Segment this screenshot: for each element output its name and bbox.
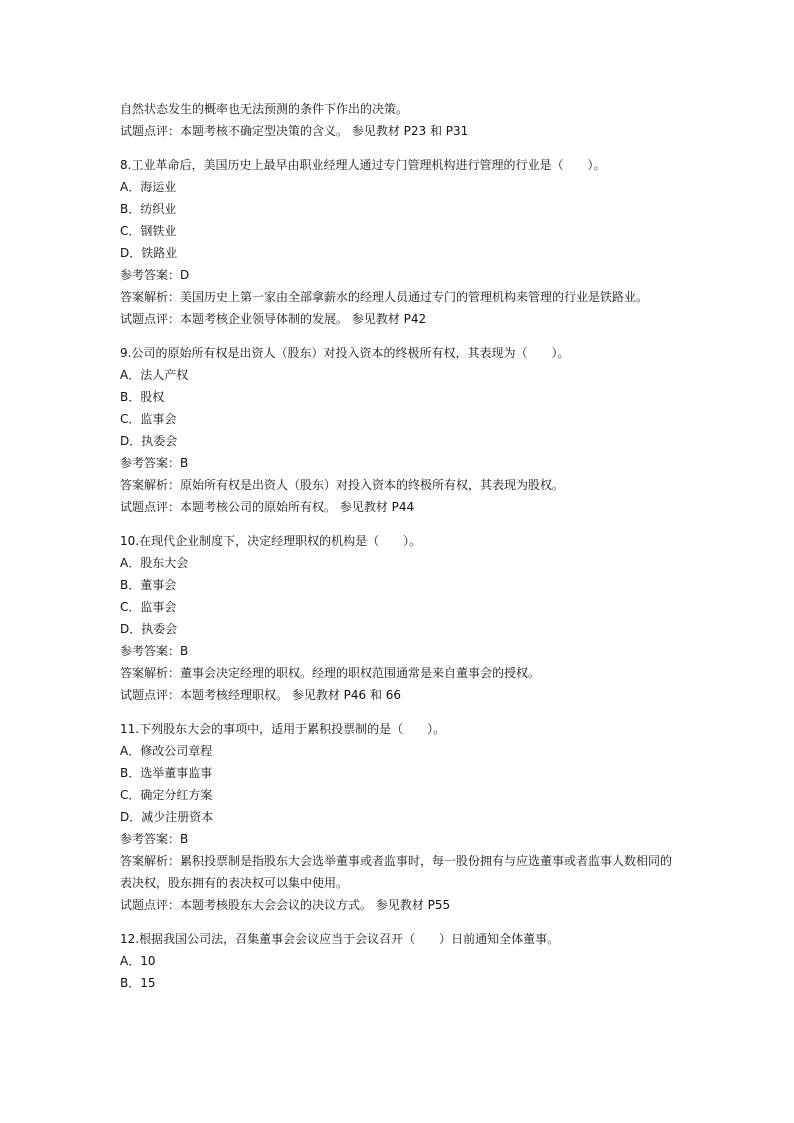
option-b: B．股权	[120, 390, 165, 404]
option-c: C．钢铁业	[120, 224, 177, 238]
question-comment: 试题点评：本题考核企业领导体制的发展。 参见教材 P42	[120, 312, 427, 326]
reference-answer: 参考答案：B	[120, 456, 189, 470]
intro-continuation: 自然状态发生的概率也无法预测的条件下作出的决策。	[120, 102, 409, 116]
reference-answer: 参考答案：D	[120, 268, 190, 282]
question-8	[120, 154, 680, 330]
answer-analysis: 答案解析：原始所有权是出资人（股东）对投入资本的终极所有权，其表现为股权。	[120, 478, 565, 492]
question-stem: 11.下列股东大会的事项中，适用于累积投票制的是（ ）。	[120, 722, 446, 736]
option-c: C．监事会	[120, 600, 177, 614]
question-comment: 试题点评：本题考核经理职权。 参见教材 P46 和 66	[120, 688, 402, 702]
option-b: B．15	[120, 976, 156, 990]
answer-analysis: 答案解析：美国历史上第一家由全部拿薪水的经理人员通过专门的管理机构来管理的行业是铁路业。	[120, 290, 649, 304]
option-a: A．修改公司章程	[120, 744, 213, 758]
option-d: D．减少注册资本	[120, 810, 214, 824]
option-a: A．法人产权	[120, 368, 189, 382]
answer-analysis: 答案解析：董事会决定经理的职权。经理的职权范围通常是来自董事会的授权。	[120, 666, 541, 680]
option-a: A．10	[120, 954, 156, 968]
option-a: A．股东大会	[120, 556, 189, 570]
question-10	[120, 530, 680, 706]
question-comment: 试题点评：本题考核公司的原始所有权。 参见教材 P44	[120, 500, 415, 514]
question-stem: 10.在现代企业制度下，决定经理职权的机构是（ ）。	[120, 534, 422, 548]
reference-answer: 参考答案：B	[120, 832, 189, 846]
option-b: B．纺织业	[120, 202, 177, 216]
page-content	[120, 98, 680, 994]
option-b: B．董事会	[120, 578, 177, 592]
option-c: C．监事会	[120, 412, 177, 426]
question-stem: 12.根据我国公司法，召集董事会会议应当于会议召开（ ）日前通知全体董事。	[120, 932, 560, 946]
question-11	[120, 718, 680, 916]
question-12	[120, 928, 680, 994]
option-c: C．确定分红方案	[120, 788, 213, 802]
option-d: D．执委会	[120, 434, 178, 448]
intro-comment: 试题点评：本题考核不确定型决策的含义。 参见教材 P23 和 P31	[120, 124, 469, 138]
option-d: D．铁路业	[120, 246, 178, 260]
question-stem: 9.公司的原始所有权是出资人（股东）对投入资本的终极所有权，其表现为（ ）。	[120, 346, 570, 360]
reference-answer: 参考答案：B	[120, 644, 189, 658]
question-9	[120, 342, 680, 518]
option-a: A．海运业	[120, 180, 177, 194]
option-d: D．执委会	[120, 622, 178, 636]
question-comment: 试题点评：本题考核股东大会会议的决议方式。 参见教材 P55	[120, 898, 451, 912]
answer-analysis: 答案解析：累积投票制是指股东大会选举董事或者监事时，每一股份拥有与应选董事或者监事人数相同的表决权，股东拥有的表决权可以集中使用。	[120, 854, 673, 890]
question-stem: 8.工业革命后，美国历史上最早由职业经理人通过专门管理机构进行管理的行业是（ ）。	[120, 158, 606, 172]
option-b: B．选举董事监事	[120, 766, 213, 780]
